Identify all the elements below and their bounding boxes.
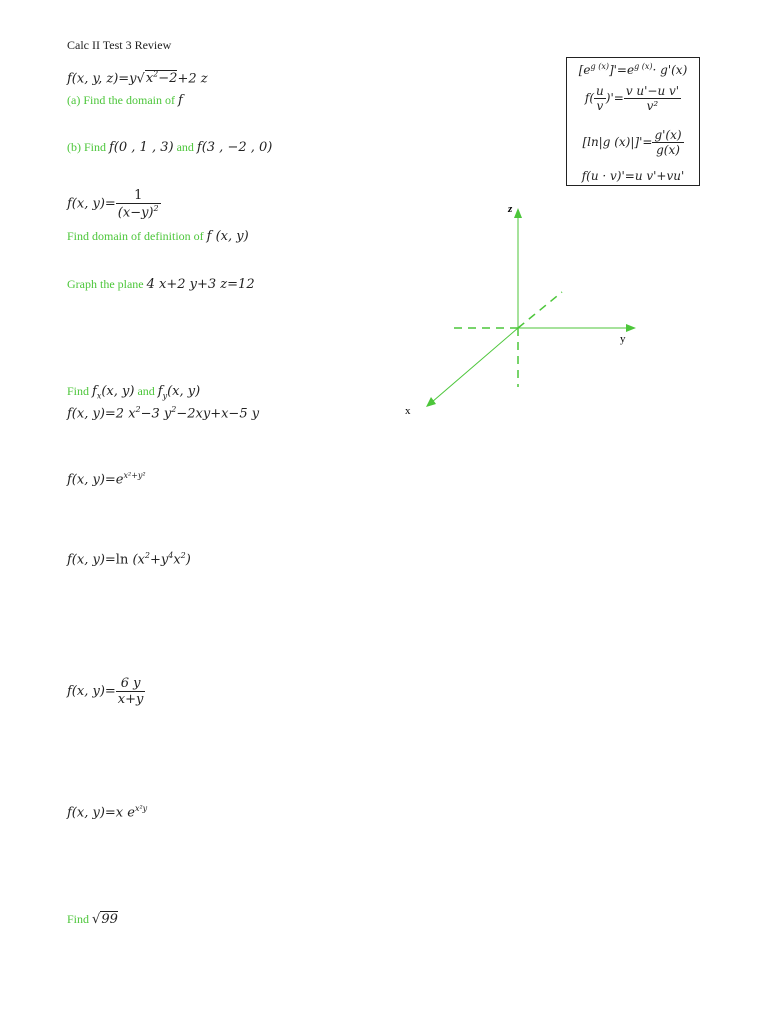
x-axis-label: x [405, 405, 411, 417]
problem-8-function: f(x, y)=x $e^{x^2y}$ [67, 804, 148, 821]
formula-reference-box [566, 57, 700, 186]
page-title: Calc II Test 3 Review [67, 38, 172, 52]
coordinate-axes [400, 195, 650, 420]
formula-log-derivative: [ln|g (x)|]'= $\frac{g'(x)}{g(x)}$ [582, 128, 682, 157]
y-axis-arrow [626, 324, 636, 332]
formula-product-rule: f(u · v)'=u v'+vu' [581, 169, 685, 183]
problem-4-function: f(x, y)=2 $x^2-3$ $y^2-2xy+x-5$ y [67, 405, 260, 422]
problem-2-instruction: Find domain of definition of f (x, y) [67, 229, 249, 244]
problem-6-function: f(x, y)=ln $(x^2+y^4x^2)$ [67, 551, 191, 568]
problem-2-function: f(x, y)= $\frac{1}{(x-y)^2}$ [67, 188, 159, 221]
formula-exponential-derivative: $[e^{g (x)}]'=e^{g (x)}\cdot g'(x)$ [578, 62, 688, 77]
z-axis-label: z [508, 203, 513, 215]
x-axis-negative [518, 292, 562, 328]
problem-7-function: f(x, y)= $\frac{6 y}{x+y}$ [67, 676, 144, 707]
problem-1-part-a: (a) Find the domain of f [67, 93, 183, 108]
problem-5-function: f(x, $y)=e^{x^2+y^2}$ [67, 471, 146, 488]
formula-quotient-rule: f( $\frac{u}{v}$ )'= $\frac{\text{v u'−u v'}}{\text{v²}}$ [584, 84, 680, 113]
problem-3-instruction: Graph the plane 4 x+2 y+3 z=12 [67, 277, 255, 292]
problem-1-function: f(x, y, $z)=y√x^2-2+2$ z [67, 70, 208, 87]
y-axis-label: y [620, 333, 626, 345]
problem-1-part-b: (b) Find f(0 , 1 , 3) and f(3 , −2 , 0) [67, 140, 273, 155]
problem-9-instruction: Find √99 [67, 912, 118, 927]
x-axis-positive [432, 328, 518, 402]
z-axis-arrow [514, 208, 522, 218]
x-axis-arrow [426, 397, 436, 407]
problem-4-instruction: Find $f_x(x$, y) and $f_y(x$, y) [67, 384, 201, 401]
